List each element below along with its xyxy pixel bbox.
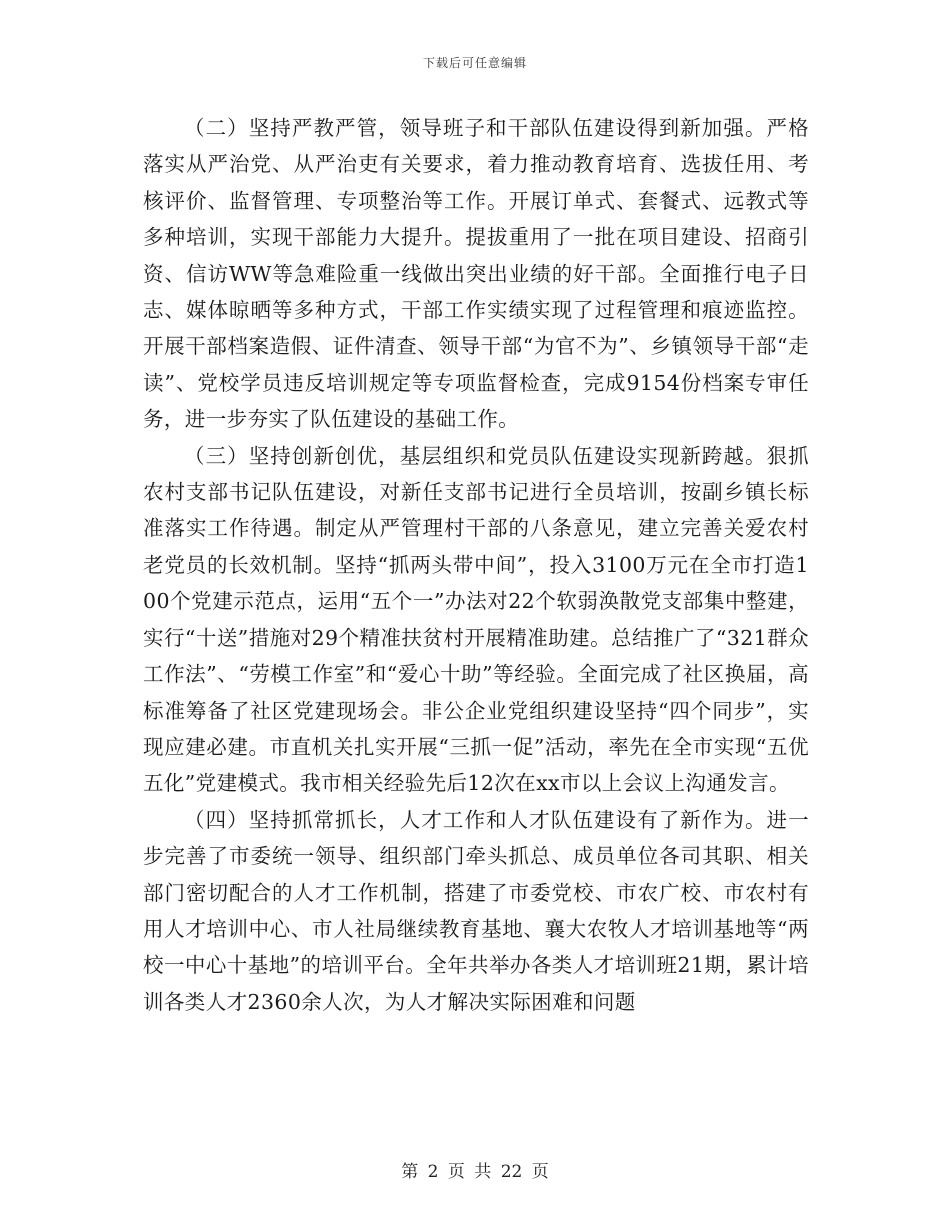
page-header-note: 下载后可任意编辑: [422, 56, 527, 70]
paragraph-section-2: （二）坚持严教严管，领导班子和干部队伍建设得到新加强。严格落实从严治党、从严治吏有关要求，着力推动教育培育、选拔任用、考核评价、监督管理、专项整治等工作。开展订单式、套餐式、远教式等多种培训，实现干部能力大提升。提拔重用了一批在项目建设、招商引资、信访WW等急难险重一线做出突出业绩的好干部。全面推行电子日志、媒体晾晒等多种方式，干部工作实绩实现了过程管理和痕迹监控。开展干部档案造假、证件清查、领导干部“为官不为”、乡镇领导干部“走读”、党校学员违反培训规定等专项监督检查，完成9154份档案专审任务，进一步夯实了队伍建设的基础工作。: [143, 116, 809, 432]
paragraph-section-4: （四）坚持抓常抓长，人才工作和人才队伍建设有了新作为。进一步完善了市委统一领导、组织部门牵头抓总、成员单位各司其职、相关部门密切配合的人才工作机制，搭建了市委党校、市农广校、市农村有用人才培训中心、市人社局继续教育基地、襄大农牧人才培训基地等“两校一中心十基地”的培训平台。全年共举办各类人才培训班21期，累计培训各类人才2360余人次，为人才解决实际困难和问题: [143, 807, 809, 1014]
page-number: 第 2 页 共 22 页: [401, 1162, 549, 1182]
document-body: [143, 110, 809, 1020]
paragraph-section-3: （三）坚持创新创优，基层组织和党员队伍建设实现新跨越。狠抓农村支部书记队伍建设，对新任支部书记进行全员培训，按副乡镇长标准落实工作待遇。制定从严管理村干部的八条意见，建立完善关爱农村老党员的长效机制。坚持“抓两头带中间”，投入3100万元在全市打造100个党建示范点，运用“五个一”办法对22个软弱涣散党支部集中整建，实行“十送”措施对29个精准扶贫村开展精准助建。总结推广了“321群众工作法”、“劳模工作室”和“爱心十助”等经验。全面完成了社区换届，高标准筹备了社区党建现场会。非公企业党组织建设坚持“四个同步”，实现应建必建。市直机关扎实开展“三抓一促”活动，率先在全市实现“五优五化”党建模式。我市相关经验先后12次在xx市以上会议上沟通发言。: [143, 443, 809, 796]
